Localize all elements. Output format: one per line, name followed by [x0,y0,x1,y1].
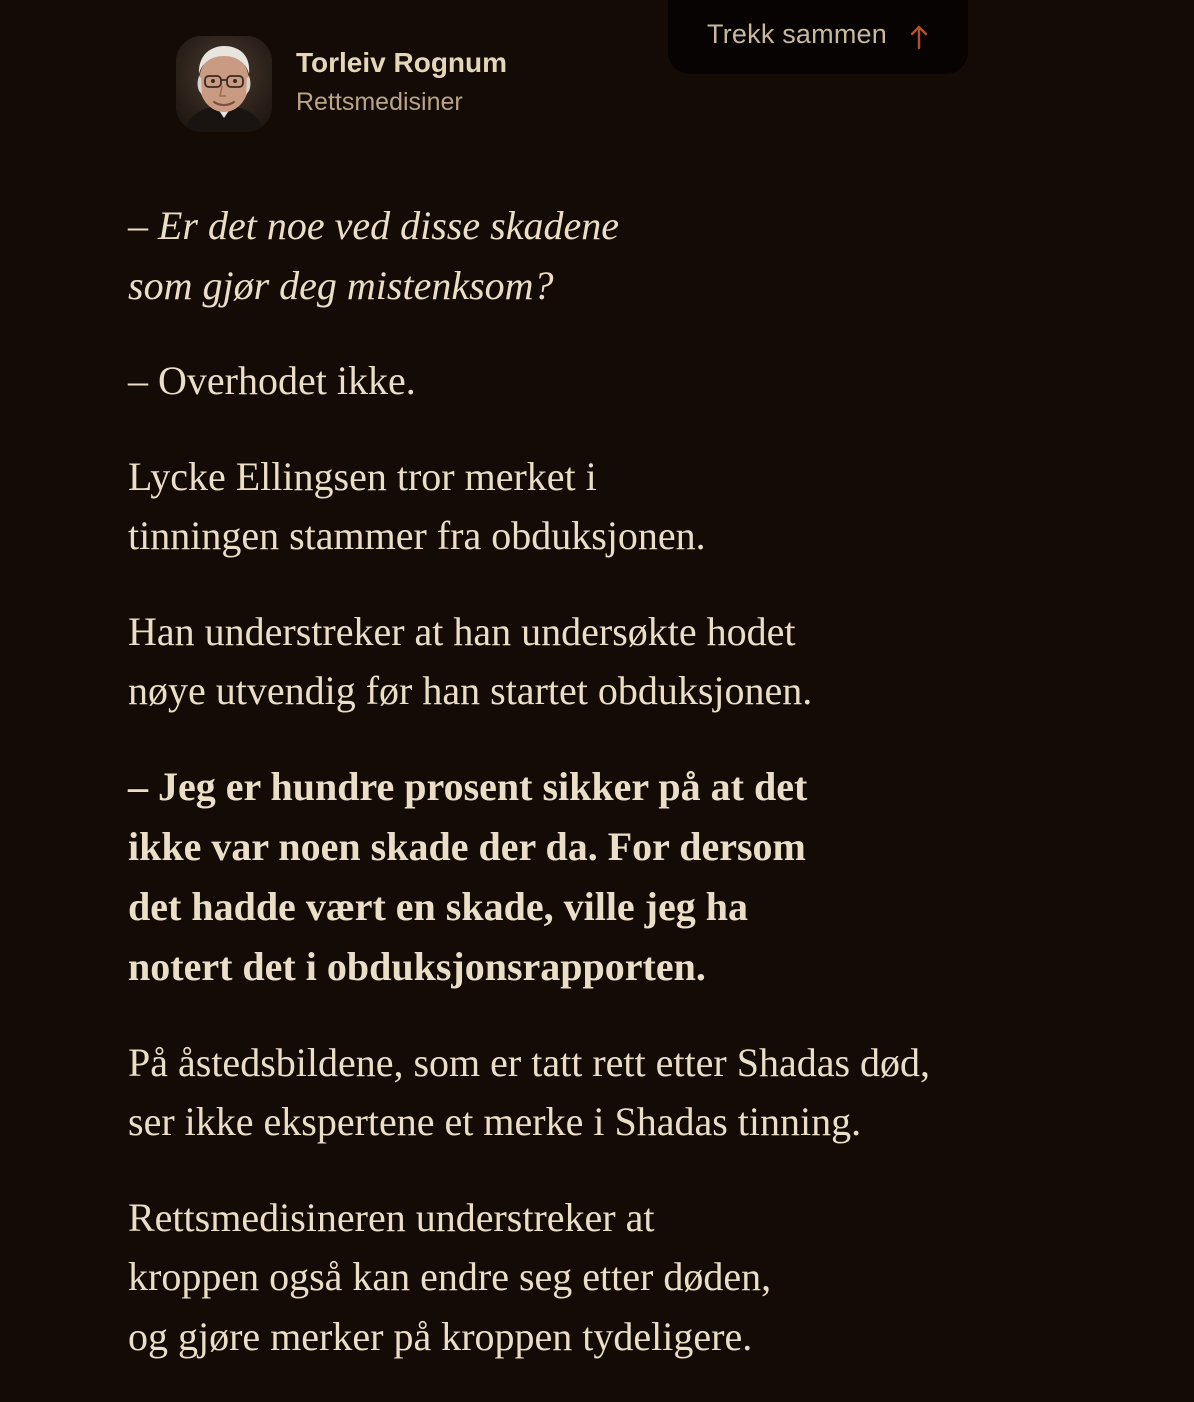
article-paragraph: Lycke Ellingsen tror merket i tinningen stammer fra obduksjonen. [128,453,706,558]
avatar [176,36,272,132]
article-paragraph: På åstedsbildene, som er tatt rett etter Shadas død, ser ikke ekspertene et merke i Shadas tinning. [128,1039,931,1144]
article-paragraph: Rettsmedisineren understreker at kroppen også kan endre seg etter døden, og gjøre merker på kroppen tydeligere. [128,1194,772,1359]
article-paragraph: Han understreker at han undersøkte hodet nøye utvendig før han startet obduksjonen. [128,608,813,713]
article-paragraph: – Overhodet ikke. [128,358,416,403]
author-name: Torleiv Rognum [296,47,508,78]
collapse-button[interactable] [668,0,968,74]
article-quote: – Jeg er hundre prosent sikker på at det ikke var noen skade der da. For dersom det hadde vært en skade, ville jeg ha notert det i obduksjonsrapporten. [128,763,808,989]
article-body [128,196,1128,1366]
author-profile [176,36,507,132]
author-role: Rettsmedisiner [296,88,463,116]
arrow-up-icon [909,24,929,50]
article-paragraph: – Er det noe ved disse skadene som gjør deg mistenksom? [128,203,619,308]
collapse-button-label: Trekk sammen [707,19,887,49]
